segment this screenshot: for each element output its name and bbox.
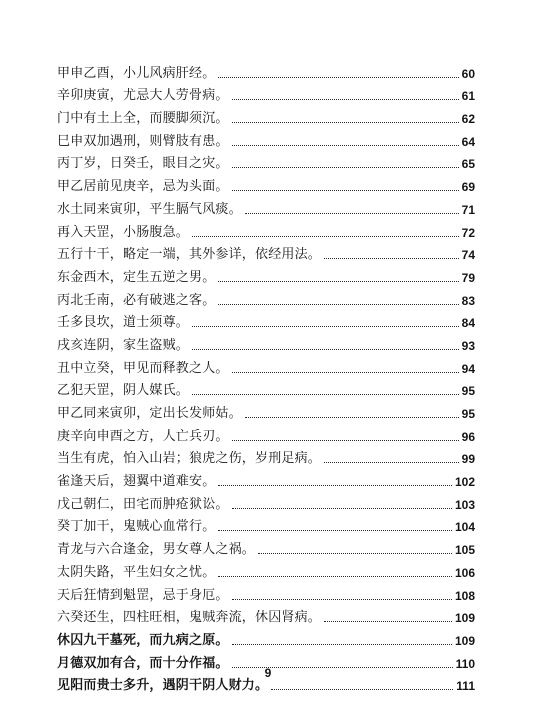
toc-page-number: 74 bbox=[461, 248, 475, 263]
dot-leader bbox=[258, 553, 452, 554]
toc-page-number: 93 bbox=[461, 338, 475, 353]
toc-entry-title: 当生有虎，怕入山岩；狼虎之伤，岁刑足病。 bbox=[57, 451, 322, 467]
toc-entry bbox=[57, 286, 475, 309]
toc-entry-title: 天后狂情到魁罡，忌于身厄。 bbox=[57, 587, 229, 603]
toc-entry-title: 壬多艮坎，道士须尊。 bbox=[57, 315, 190, 331]
dot-leader bbox=[218, 485, 452, 486]
toc-entry bbox=[57, 104, 475, 127]
toc-page-number: 106 bbox=[454, 565, 475, 580]
toc-entry bbox=[57, 354, 475, 377]
toc-entry-title: 巳申双加遇刑，则臂肢有患。 bbox=[57, 133, 229, 149]
toc-entry-title: 甲乙居前见庚辛，忌为头面。 bbox=[57, 179, 229, 195]
toc-entry bbox=[57, 172, 475, 195]
toc-entry bbox=[57, 82, 475, 105]
dot-leader bbox=[324, 621, 452, 622]
toc-entry bbox=[57, 445, 475, 468]
dot-leader bbox=[232, 440, 459, 441]
toc-entry-title: 门中有土上全，而腰脚须沉。 bbox=[57, 111, 229, 127]
toc-entry-title: 庚辛向申酉之方，人亡兵刃。 bbox=[57, 428, 229, 444]
toc-entry bbox=[57, 467, 475, 490]
toc-entry-title: 丑中立癸，甲见而释教之人。 bbox=[57, 360, 229, 376]
toc-entry-title: 东金西木，定生五逆之男。 bbox=[57, 269, 216, 285]
table-of-contents bbox=[57, 59, 475, 694]
toc-entry-title: 甲申乙酉，小儿风病肝经。 bbox=[57, 65, 216, 81]
toc-page-number: 102 bbox=[454, 475, 475, 490]
toc-entry bbox=[57, 263, 475, 286]
toc-entry bbox=[57, 309, 475, 332]
dot-leader bbox=[245, 417, 459, 418]
toc-page-number: 84 bbox=[461, 316, 475, 331]
toc-entry-title: 雀逢天后，翅翼中道难安。 bbox=[57, 474, 216, 490]
toc-page-number: 72 bbox=[461, 225, 475, 240]
dot-leader bbox=[232, 145, 459, 146]
toc-entry bbox=[57, 195, 475, 218]
dot-leader bbox=[324, 462, 459, 463]
dot-leader bbox=[232, 372, 459, 373]
toc-page-number: 109 bbox=[454, 611, 475, 626]
toc-entry bbox=[57, 422, 475, 445]
dot-leader bbox=[218, 304, 458, 305]
toc-entry bbox=[57, 399, 475, 422]
toc-entry bbox=[57, 558, 475, 581]
toc-page-number: 105 bbox=[454, 543, 475, 558]
toc-page-number: 111 bbox=[456, 679, 475, 694]
toc-page-number: 83 bbox=[461, 293, 475, 308]
toc-entry-title: 月德双加有合，而十分作福。 bbox=[57, 655, 229, 671]
dot-leader bbox=[232, 508, 452, 509]
dot-leader bbox=[232, 99, 459, 100]
toc-entry-title: 休囚九干墓死，而九病之原。 bbox=[57, 632, 229, 648]
toc-entry bbox=[57, 59, 475, 82]
toc-page-number: 61 bbox=[461, 89, 475, 104]
toc-entry-title: 五行十干，略定一端，其外参详，依经用法。 bbox=[57, 247, 322, 263]
toc-entry-title: 水土同来寅卯，平生膈气风痰。 bbox=[57, 201, 242, 217]
toc-entry bbox=[57, 604, 475, 627]
dot-leader bbox=[192, 326, 459, 327]
toc-entry-title: 再入天罡，小肠腹急。 bbox=[57, 224, 190, 240]
toc-page-number: 109 bbox=[454, 633, 475, 648]
toc-page-number: 79 bbox=[461, 270, 475, 285]
toc-entry bbox=[57, 331, 475, 354]
page-number-footer: 9 bbox=[264, 666, 272, 680]
dot-leader bbox=[218, 576, 452, 577]
toc-entry bbox=[57, 150, 475, 173]
dot-leader bbox=[192, 236, 459, 237]
toc-entry bbox=[57, 581, 475, 604]
dot-leader bbox=[218, 530, 452, 531]
toc-entry bbox=[57, 127, 475, 150]
toc-page-number: 110 bbox=[455, 656, 475, 671]
toc-entry bbox=[57, 535, 475, 558]
toc-page-number: 95 bbox=[461, 384, 475, 399]
toc-entry bbox=[57, 513, 475, 536]
toc-page-number: 104 bbox=[454, 520, 475, 535]
toc-entry-title: 六癸还生，四柱旺相，鬼贼奔流，休囚肾病。 bbox=[57, 610, 322, 626]
dot-leader bbox=[245, 213, 459, 214]
dot-leader bbox=[232, 644, 452, 645]
toc-entry-title: 丙北壬南，必有破逃之客。 bbox=[57, 292, 216, 308]
dot-leader bbox=[232, 122, 459, 123]
toc-entry bbox=[57, 241, 475, 264]
toc-entry-title: 太阴失路，平生妇女之忧。 bbox=[57, 564, 216, 580]
toc-page-number: 94 bbox=[461, 361, 475, 376]
toc-page-number: 69 bbox=[461, 180, 475, 195]
toc-entry-title: 辛卯庚寅，尤忌大人劳骨病。 bbox=[57, 88, 229, 104]
toc-page-number: 103 bbox=[454, 497, 475, 512]
toc-page-number: 99 bbox=[461, 452, 475, 467]
toc-entry-title: 乙犯天罡，阴人媒氏。 bbox=[57, 383, 190, 399]
dot-leader bbox=[232, 167, 459, 168]
toc-page-number: 95 bbox=[461, 407, 475, 421]
toc-entry bbox=[57, 626, 475, 649]
toc-entry-title: 丙丁岁，日癸壬，眼目之灾。 bbox=[57, 156, 229, 172]
toc-entry-title: 青龙与六合逢金，男女尊人之祸。 bbox=[57, 542, 256, 558]
toc-entry-title: 癸丁加干，鬼贼心血常行。 bbox=[57, 519, 216, 535]
toc-page-number: 62 bbox=[461, 112, 475, 127]
toc-page-number: 64 bbox=[461, 134, 475, 149]
toc-page-number: 71 bbox=[461, 202, 475, 217]
dot-leader bbox=[192, 394, 459, 395]
dot-leader bbox=[232, 190, 459, 191]
toc-page-number: 60 bbox=[461, 66, 475, 81]
toc-entry-title: 甲乙同来寅卯，定出长发师姑。 bbox=[57, 406, 242, 421]
dot-leader bbox=[218, 281, 458, 282]
toc-entry-title: 戌亥连阴，家生盗贼。 bbox=[57, 337, 190, 353]
dot-leader bbox=[192, 349, 459, 350]
dot-leader bbox=[324, 258, 459, 259]
toc-page-number: 96 bbox=[461, 429, 475, 444]
toc-entry bbox=[57, 377, 475, 400]
toc-page-number: 65 bbox=[461, 157, 475, 172]
dot-leader bbox=[232, 599, 452, 600]
toc-entry-title: 戊己朝仁，田宅而肿疮狱讼。 bbox=[57, 496, 229, 512]
dot-leader bbox=[218, 77, 458, 78]
toc-page-number: 108 bbox=[454, 588, 475, 603]
toc-entry bbox=[57, 490, 475, 513]
toc-entry-title: 见阳而贵士多升，遇阴干阴人财力。 bbox=[57, 678, 269, 694]
toc-entry bbox=[57, 218, 475, 241]
dot-leader bbox=[271, 689, 453, 690]
